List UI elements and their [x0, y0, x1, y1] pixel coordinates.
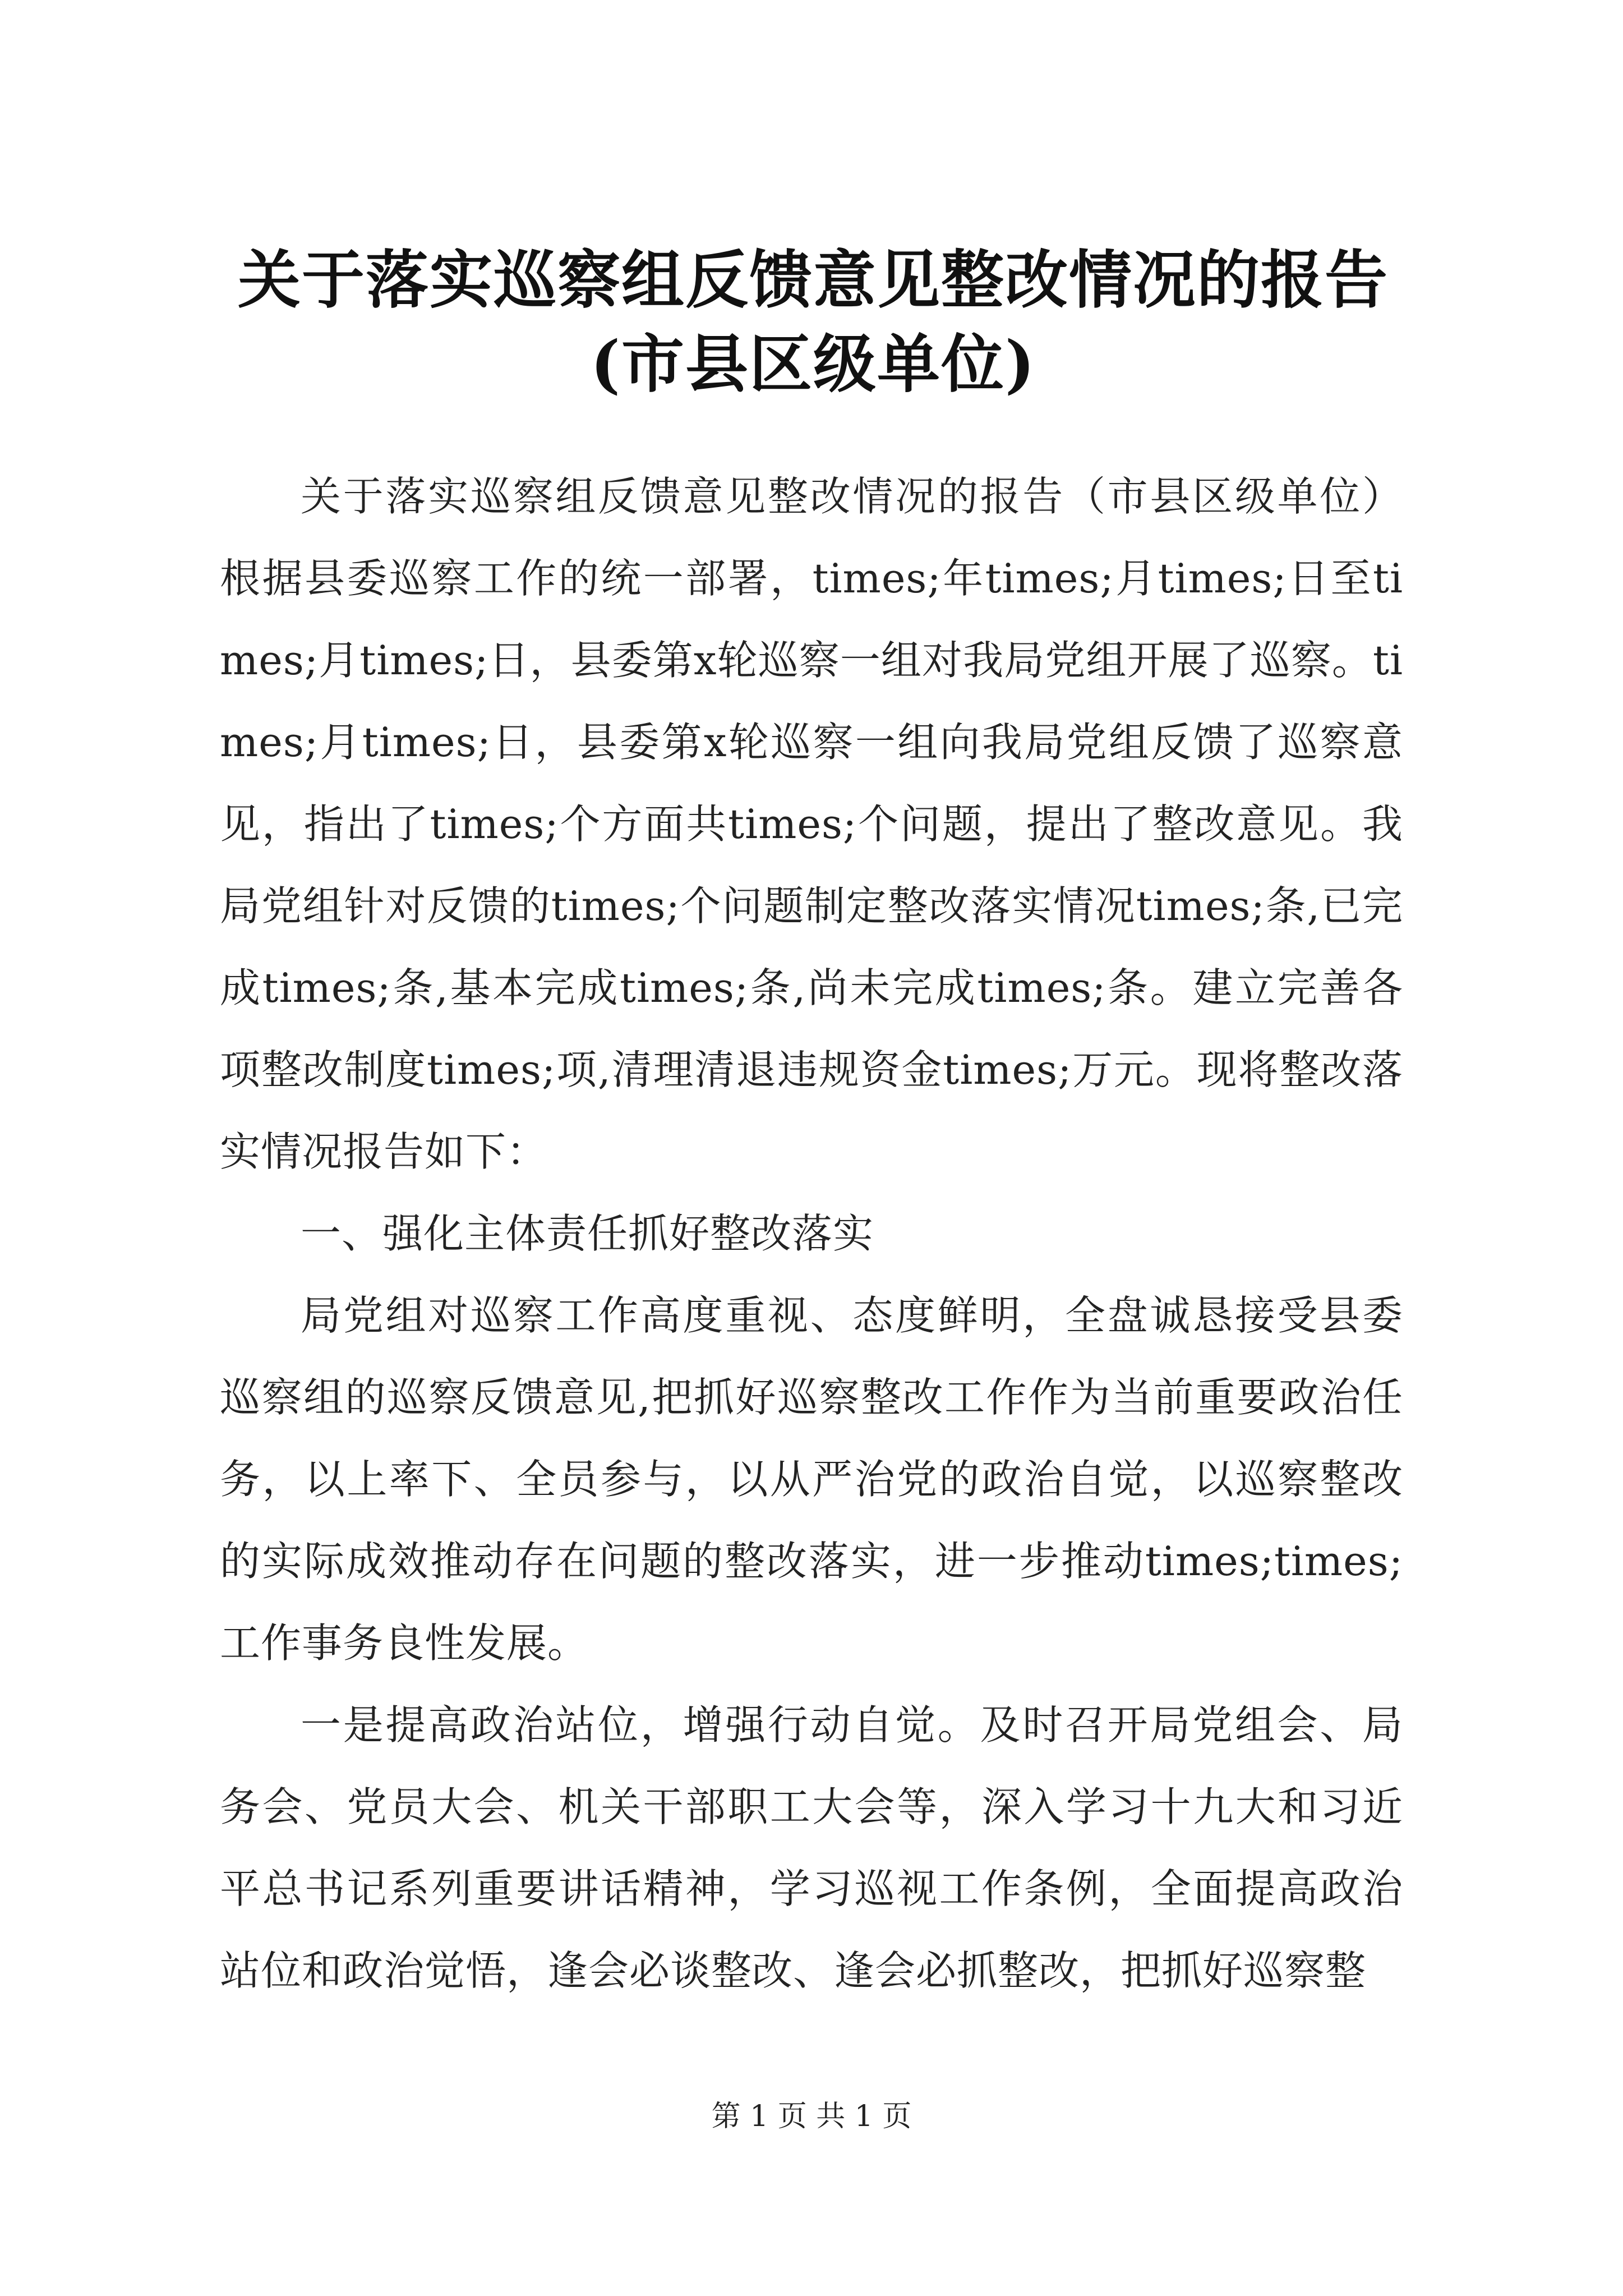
paragraph-point-1: 一是提高政治站位，增强行动自觉。及时召开局党组会、局务会、党员大会、机关干部职工大会等，深入学习十九大和习近平总书记系列重要讲话精神，学习巡视工作条例，全面提高政治站位和政治觉悟，逢会必谈整改、逢会必抓整改，把抓好巡察整: [220, 1701, 1403, 1994]
document-title: 关于落实巡察组反馈意见整改情况的报告(市县区级单位): [238, 243, 1389, 401]
paragraph-intro: 关于落实巡察组反馈意见整改情况的报告（市县区级单位）根据县委巡察工作的统一部署，times;年times;月times;日至times;月times;日，县委第x轮巡察一组对我局党组开展了巡察。times;月times;日，县委第x轮巡察一组向我局党组反馈了巡察意见，指出了times;个方面共times;个问题，提出了整改意见。我局党组针对反馈的times;个问题制定整改落实情况times;条,已完成times;条,基本完成times;条,尚未完成times;条。建立完善各项整改制度times;项,清理清退违规资金times;万元。现将整改落实情况报告如下：: [220, 473, 1403, 1175]
document-body: [220, 455, 1403, 2012]
paragraph-section-1: 局党组对巡察工作高度重视、态度鲜明，全盘诚恳接受县委巡察组的巡察反馈意见,把抓好巡察整改工作作为当前重要政治任务，以上率下、全员参与，以从严治党的政治自觉，以巡察整改的实际成效推动存在问题的整改落实，进一步推动times;times;工作事务良性发展。: [220, 1292, 1403, 1667]
section-heading-1: 一、强化主体责任抓好整改落实: [301, 1210, 874, 1257]
page-footer: 第 1 页 共 1 页: [711, 2100, 912, 2133]
